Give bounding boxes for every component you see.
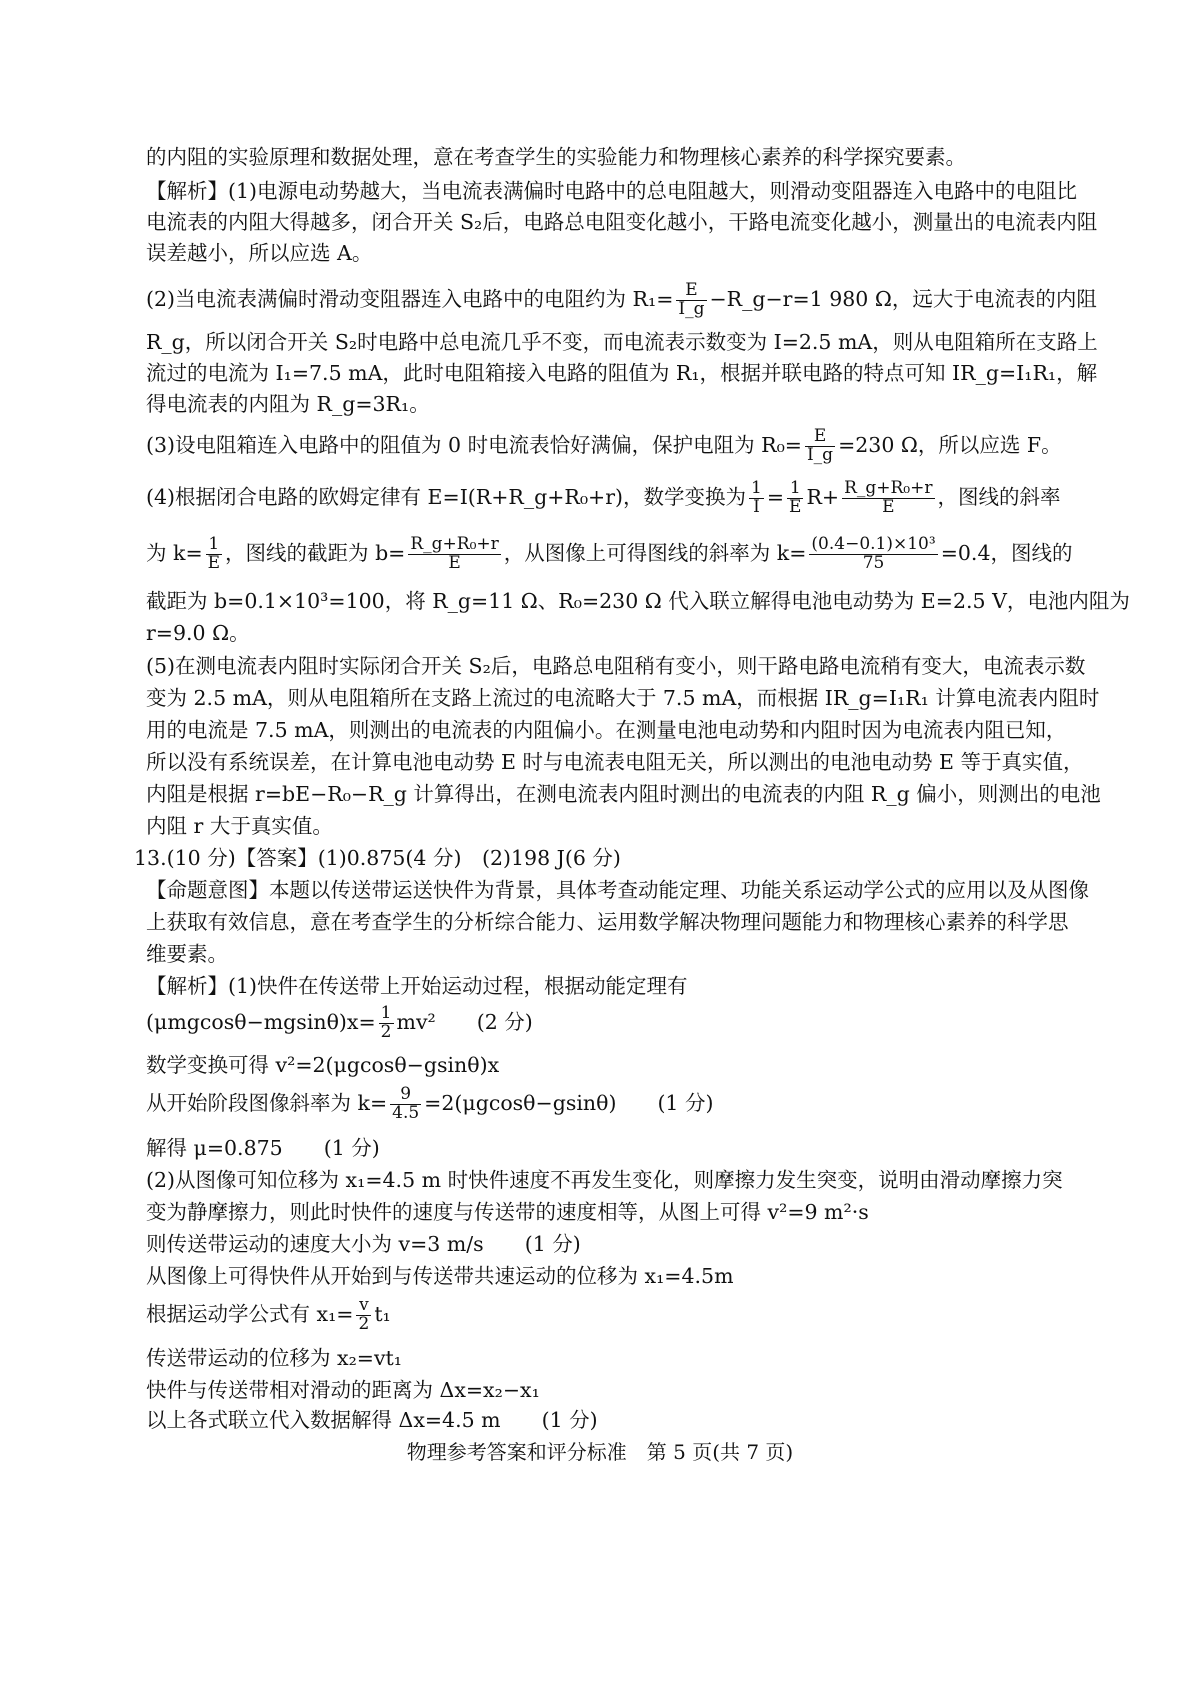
fraction-numerator: (0.4−0.1)×10³ [811,534,936,554]
fraction-denominator: I [753,496,760,517]
fraction-denominator: E [882,496,895,517]
text-segment: (μmgcosθ−mgsinθ)x= [146,1009,376,1034]
text-line [146,1297,391,1334]
text-line: 变为 2.5 mA，则从电阻箱所在支路上流过的电流略大于 7.5 mA，而根据 IR_g=I₁R₁ 计算电流表内阻时 [146,686,1100,710]
text-line: 截距为 b=0.1×10³=100，将 R_g=11 Ω、R₀=230 Ω 代入联立解得电池电动势为 E=2.5 V，电池内阻为 [146,589,1130,613]
text-line: 维要素。 [146,942,228,966]
text-line: 所以没有系统误差，在计算电池电动势 E 时与电流表电阻无关，所以测出的电池电动势 E 等于真实值， [146,750,1084,774]
text-line: 误差越小，所以应选 A。 [146,241,373,265]
text-line: 快件与传送带相对滑动的距离为 Δx=x₂−x₁ [146,1378,540,1402]
text-line: 则传送带运动的速度大小为 v=3 m/s (1 分) [146,1232,581,1256]
text-line [146,282,1097,319]
text-line: 内阻 r 大于真实值。 [146,814,333,838]
fraction-denominator: 4.5 [392,1102,420,1123]
text-line: 用的电流是 7.5 mA，则测出的电流表的内阻偏小。在测量电池电动势和内阻时因为电流表内阻已知， [146,718,1067,742]
text-line: 流过的电流为 I₁=7.5 mA，此时电阻箱接入电路的阻值为 R₁，根据并联电路的特点可知 IR_g=I₁R₁，解 [146,361,1098,385]
text-line [146,480,1061,517]
fraction-denominator: E [789,496,802,517]
text-segment: (2)当电流表满偏时滑动变阻器连入电路中的电阻约为 R₁= [146,286,674,311]
fraction [206,536,222,573]
text-line: 变为静摩擦力，则此时快件的速度与传送带的速度相等，从图上可得 v²=9 m²·s [146,1200,869,1224]
text-line: 传送带运动的位移为 x₂=vt₁ [146,1346,403,1370]
text-segment: R+ [806,484,840,509]
text-segment: mv² (2 分) [396,1009,533,1034]
fraction [749,480,764,517]
text-segment: (4)根据闭合电路的欧姆定律有 E=I(R+R_g+R₀+r)，数学变换为 [146,484,747,509]
text-segment: (3)设电阻箱连入电路中的阻值为 0 时电流表恰好满偏，保护电阻为 R₀= [146,432,802,457]
text-segment: 根据运动学公式有 x₁= [146,1301,354,1326]
text-line: (2)从图像可知位移为 x₁=4.5 m 时快件速度不再发生变化，则摩擦力发生突变，说明由滑动摩擦力突 [146,1168,1063,1192]
text-line: 上获取有效信息，意在考查学生的分析综合能力、运用数学解决物理问题能力和物理核心素养的科学思 [146,910,1069,934]
text-line: 的内阻的实验原理和数据处理，意在考查学生的实验能力和物理核心素养的科学探究要素。 [146,145,966,169]
text-line: 【命题意图】本题以传送带运送快件为背景，具体考查动能定理、功能关系运动学公式的应用以及从图像 [146,878,1089,902]
text-segment: ，图线的斜率 [937,484,1061,509]
fraction [356,1297,371,1334]
text-line: (5)在测电流表内阻时实际闭合开关 S₂后，电路总电阻稍有变小，则干路电路电流稍有变大，电流表示数 [146,654,1086,678]
text-segment: ，图线的截距为 b= [225,540,406,565]
fraction-numerator: v [356,1297,371,1316]
text-line: R_g，所以闭合开关 S₂时电路中总电流几乎不变，而电流表示数变为 I=2.5 mA，则从电阻箱所在支路上 [146,330,1098,354]
fraction [805,428,835,465]
text-line: 【解析】(1)电源电动势越大，当电流表满偏时电路中的总电阻越大，则滑动变阻器连入电路中的电阻比 [146,179,1078,203]
fraction-denominator: 75 [862,552,885,573]
fraction-numerator: R_g+R₀+r [410,534,499,554]
fraction [408,536,500,573]
text-line: 得电流表的内阻为 R_g=3R₁。 [146,392,430,416]
text-line: 解得 μ=0.875 (1 分) [146,1136,380,1160]
fraction-denominator: E [207,552,221,573]
text-line [146,428,1062,465]
fraction [379,1005,394,1042]
text-segment: ，从图像上可得图线的斜率为 k= [503,540,807,565]
fraction [842,480,934,517]
text-line: 【解析】(1)快件在传送带上开始运动过程，根据动能定理有 [146,974,688,998]
text-line: 13.(10 分)【答案】(1)0.875(4 分) (2)198 J(6 分) [134,846,621,870]
text-segment: = [766,484,785,509]
fraction-numerator: 1 [787,480,803,499]
text-line [146,536,1072,573]
text-line: 以上各式联立代入数据解得 Δx=4.5 m (1 分) [146,1408,598,1432]
fraction-numerator: E [676,282,706,301]
text-segment: 从开始阶段图像斜率为 k= [146,1090,388,1115]
text-segment: =0.4，图线的 [940,540,1073,565]
text-line [146,1086,714,1123]
fraction-denominator: I_g [678,298,705,319]
fraction-numerator: R_g+R₀+r [844,478,933,498]
text-line: 从图像上可得快件从开始到与传送带共速运动的位移为 x₁=4.5m [146,1264,734,1288]
text-line [146,1005,533,1042]
fraction-denominator: 2 [358,1313,370,1334]
fraction-numerator: 1 [206,536,222,555]
text-line: 数学变换可得 v²=2(μgcosθ−gsinθ)x [146,1053,500,1077]
fraction [809,536,937,573]
text-segment: =2(μgcosθ−gsinθ) (1 分) [424,1090,714,1115]
text-segment: 为 k= [146,540,203,565]
fraction-denominator: 2 [380,1021,392,1042]
page-footer: 物理参考答案和评分标准 第 5 页(共 7 页) [406,1440,794,1464]
fraction [787,480,803,517]
fraction-numerator: E [805,428,835,447]
text-segment: =230 Ω，所以应选 F。 [838,432,1062,457]
fraction-numerator: 1 [751,478,762,498]
fraction-denominator: I_g [806,444,834,465]
text-line: 电流表的内阻大得越多，闭合开关 S₂后，电路总电阻变化越小，干路电流变化越小，测量出的电流表内阻 [146,210,1098,234]
fraction-numerator: 9 [390,1086,421,1105]
fraction-denominator: E [448,552,461,573]
fraction-numerator: 1 [380,1003,392,1023]
text-segment: −R_g−r=1 980 Ω，远大于电流表的内阻 [709,286,1097,311]
fraction [676,282,706,319]
text-segment: t₁ [374,1301,391,1326]
fraction [390,1086,421,1123]
text-line: 内阻是根据 r=bE−R₀−R_g 计算得出，在测电流表内阻时测出的电流表的内阻 R_g 偏小，则测出的电池 [146,782,1101,806]
text-line: r=9.0 Ω。 [146,621,250,645]
